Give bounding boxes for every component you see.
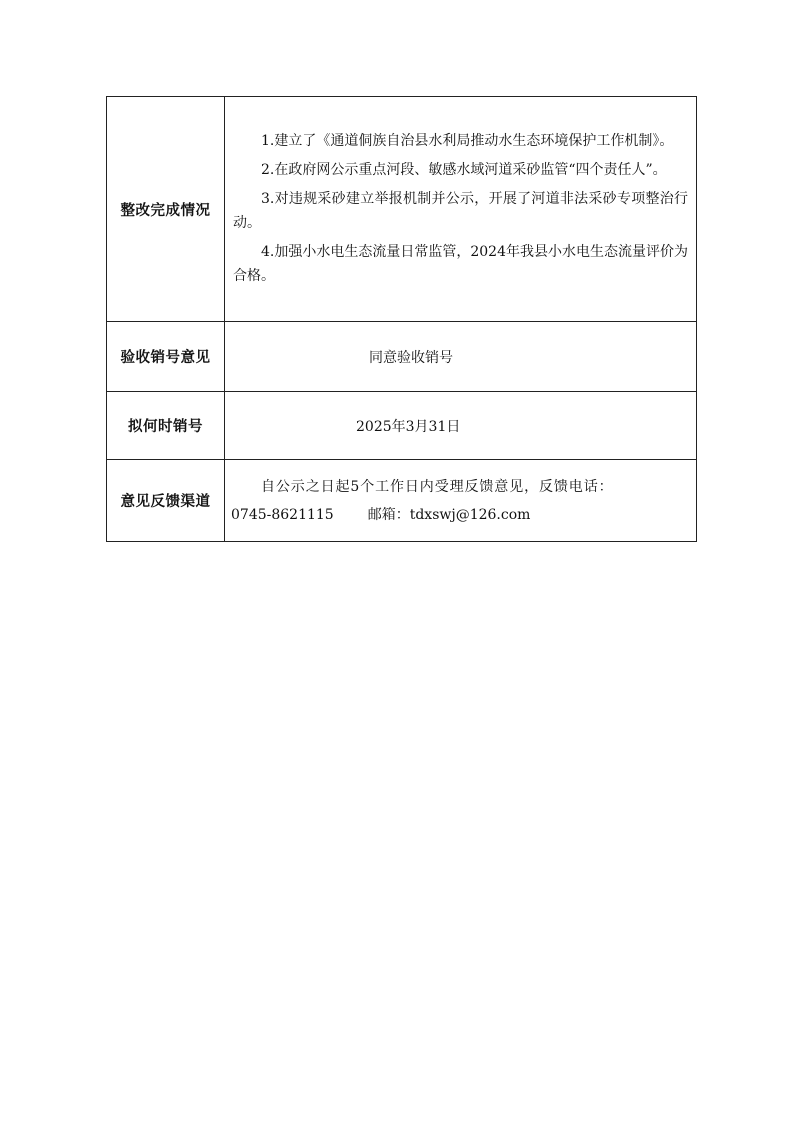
acceptance-row <box>107 322 697 392</box>
situation-row <box>107 97 697 322</box>
situation-item-4: 4.加强小水电生态流量日常监管，2024年我县小水电生态流量评价为合格。 <box>233 244 688 284</box>
situation-item-3: 3.对违规采砂建立举报机制并公示，开展了河道非法采砂专项整治行动。 <box>233 191 688 231</box>
feedback-cell <box>225 460 697 542</box>
acceptance-cell <box>225 322 697 392</box>
feedback-label: 意见反馈渠道 <box>107 460 225 542</box>
feedback-email-label: 邮箱： <box>367 506 410 523</box>
proposed-date-value: 2025年3月31日 <box>356 418 461 435</box>
acceptance-label: 验收销号意见 <box>107 322 225 392</box>
feedback-email: tdxswj@126.com <box>409 506 531 523</box>
feedback-contact-line <box>231 501 690 529</box>
situation-content <box>225 97 697 322</box>
rectification-form-table <box>106 96 697 542</box>
situation-item-1: 1.建立了《通道侗族自治县水利局推动水生态环境保护工作机制》。 <box>261 133 674 149</box>
proposed-date-cell <box>225 392 697 460</box>
situation-item-2: 2.在政府网公示重点河段、敏感水域河道采砂监管“四个责任人”。 <box>261 162 667 178</box>
feedback-statement: 自公示之日起5个工作日内受理反馈意见，反馈电话： <box>261 478 614 495</box>
feedback-content <box>225 473 696 529</box>
situation-label: 整改完成情况 <box>107 97 225 322</box>
feedback-row <box>107 460 697 542</box>
acceptance-opinion: 同意验收销号 <box>369 349 453 366</box>
feedback-phone: 0745-8621115 <box>231 506 334 523</box>
proposed-date-label: 拟何时销号 <box>107 392 225 460</box>
proposed-date-row <box>107 392 697 460</box>
